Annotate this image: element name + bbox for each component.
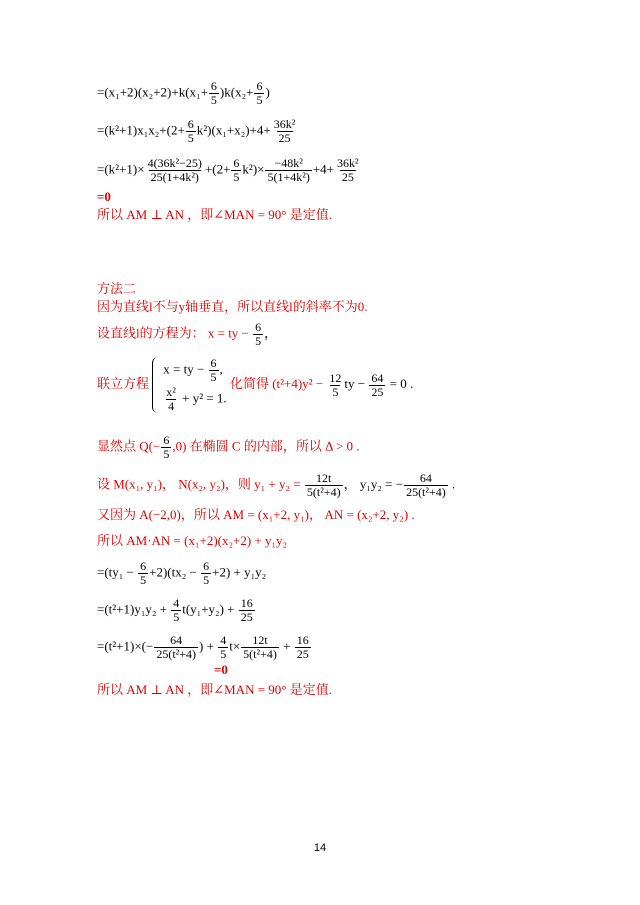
method2-conclusion: 所以 AM ⊥ AN ，即∠MAN = 90° 是定值. [97, 682, 332, 697]
method2-heading: 方法二 [97, 281, 137, 296]
method1-line2: =(k²+1)x₁x₂+(2+ $\frac{6}{5}$ k²)(x₁+x₂)+4+ $\frac{\text{36k²}}{25}$ [97, 117, 296, 145]
method2-line-c: 联立方程 x = ty − $\frac{6}{5}$ , $\frac{\text{x²}}{4}$ + y² = 1. 化简得 (t²+4)y² − $\frac{12}{5}$ ty − $\frac{64}{25}$ = 0 . [97, 356, 414, 413]
page-number: 14 [313, 842, 327, 854]
method2-line-a: 因为直线l不与y轴垂直，所以直线l的斜率不为0. [97, 299, 368, 314]
method2-result: =0 [214, 662, 228, 677]
method2-line-b: 设直线l的方程为： x = ty − $\frac{6}{5}$ ， [97, 320, 278, 348]
method2-line-h: =(ty₁ − $\frac{6}{5}$ +2)(tx₂ − $\frac{6}{5}$ +2) + y₁y₂ [97, 559, 267, 587]
method2-line-i: =(t²+1)y₁y₂ + $\frac{4}{5}$ t(y₁+y₂) + $\frac{16}{25}$ [97, 596, 253, 624]
brace [152, 357, 159, 413]
method2-line-e: 设 M(x₁, y₁)， N(x₂, y₂)，则 y₁ + y₂ = $\frac{12t}{\text{5(t²+4)}}$ ， y₁y₂ = − $\frac{64}{\text{25(t²+4)}}$ . [97, 471, 456, 499]
method1-result: =0 [97, 189, 111, 204]
method1-line3: =(k²+1)× $\frac{\text{4(36k²−25)}}{\text{25(1+4k²)}}$ +(2+ $\frac{6}{5}$ k²)× $\frac{\text{−48k²}}{\text{5(1+4k²)}}$ +4+ $\frac{\text{36k²}}{25}$ [97, 156, 359, 184]
equation-system: x = ty − $\frac{6}{5}$ , $\frac{\text{x²}}{4}$ + y² = 1. [152, 357, 226, 413]
method1-line1: =(x₁+2)(x₂+2)+k(x₁+ $\frac{6}{5}$ )k(x₂+ $\frac{6}{5}$ ) [97, 79, 270, 107]
method2-line-g: 所以 AM·AN = (x₁+2)(x₂+2) + y₁y₂ [97, 533, 288, 548]
method1-conclusion: 所以 AM ⊥ AN ，即∠MAN = 90° 是定值. [97, 207, 332, 222]
method2-line-j: =(t²+1)×(− $\frac{64}{\text{25(t²+4)}}$ ) + $\frac{4}{5}$ t× $\frac{12t}{\text{5(t²+4)}}$ + $\frac{16}{25}$ [97, 633, 309, 661]
method2-line-f: 又因为 A(−2,0)，所以 AM = (x₁+2, y₁)， AN = (x₂+2, y₂) . [97, 507, 415, 522]
method2-line-d: 显然点 Q(− $\frac{6}{5}$ ,0) 在椭圆 C 的内部，所以 Δ > 0 . [97, 433, 360, 461]
